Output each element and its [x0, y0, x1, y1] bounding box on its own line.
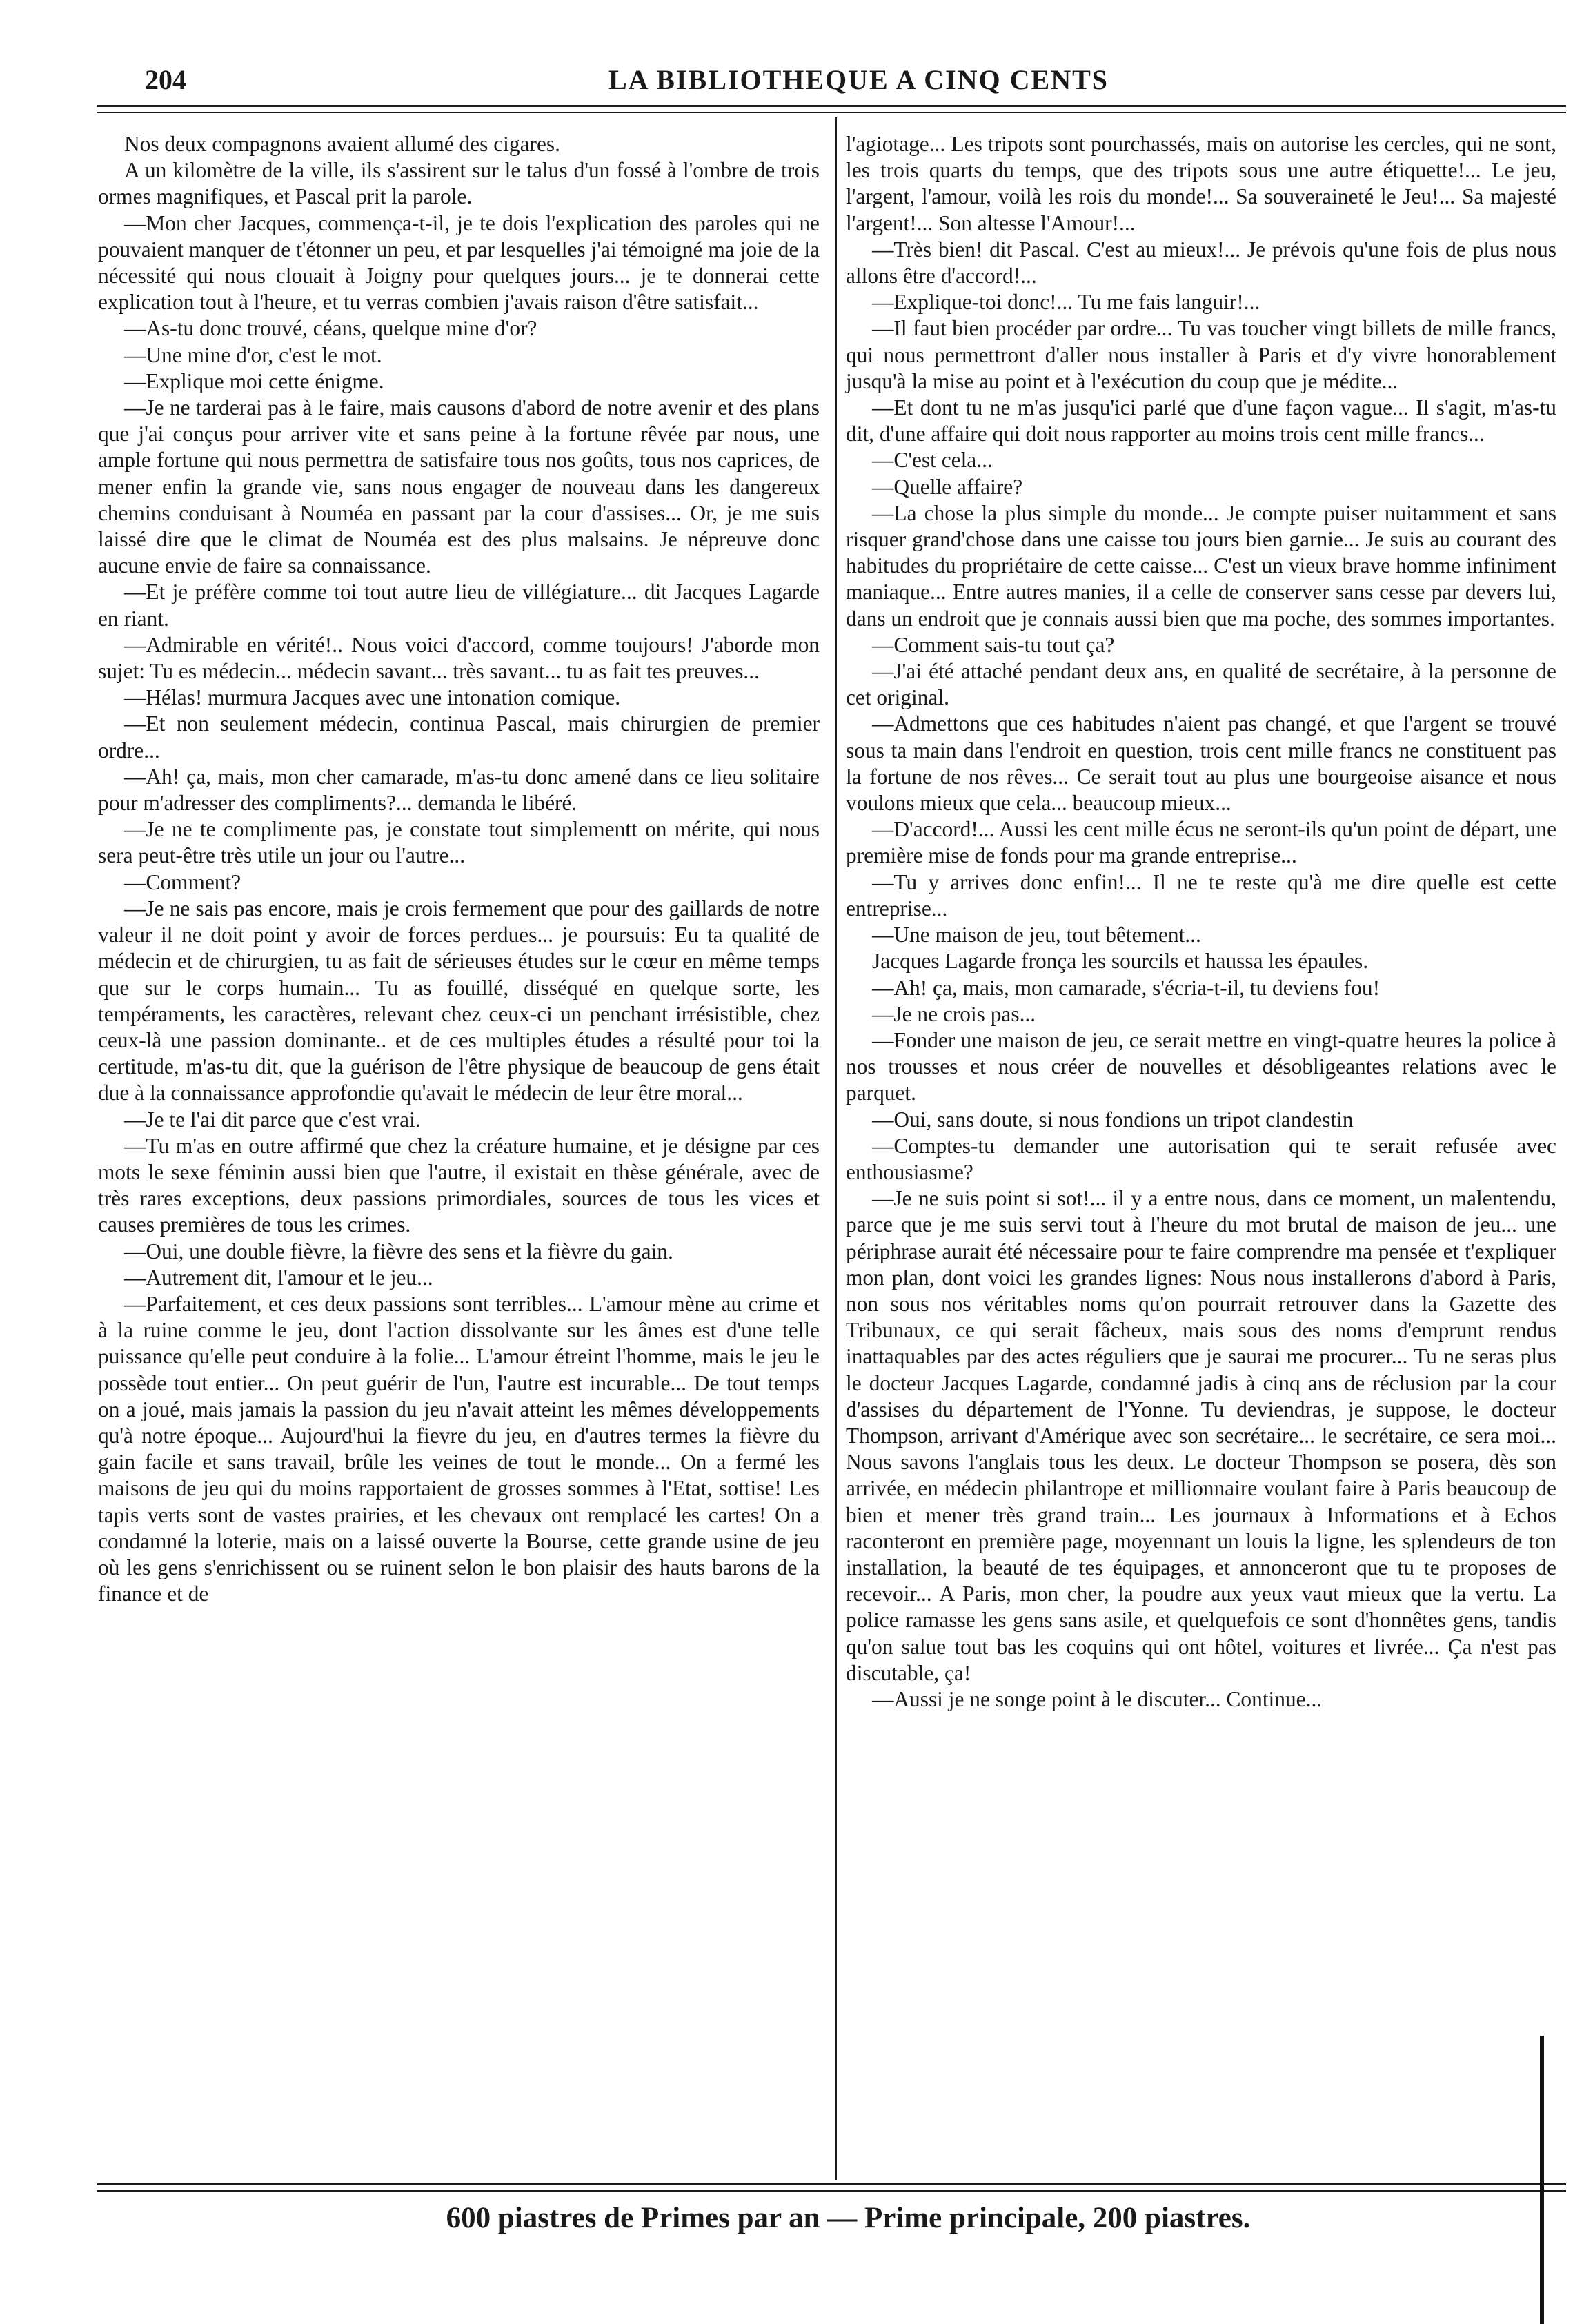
paragraph: —C'est cela... [872, 448, 993, 473]
paragraph: Jacques Lagarde fronça les sourcils et haussa les épaules. [872, 949, 1369, 974]
paragraph: l'agiotage... Les tripots sont pourchassés, mais on autorise les cercles, qui ne sont, les trois quarts du temps, que des tripots sous une autre étiquette!... Le jeu, l'argent, l'amour, voilà les rois du monde!... Sa souveraineté le Jeu!... Sa majesté l'argent!... Son altesse l'Amour!... [846, 132, 1556, 235]
paragraph: —Je te l'ai dit parce que c'est vrai. [124, 1107, 421, 1132]
column-divider [835, 117, 837, 2180]
paragraph: —Admirable en vérité!.. Nous voici d'accord, comme toujours! J'aborde mon sujet: Tu es médecin... médecin savant... très savant... tu as fait tes preuves... [98, 632, 820, 684]
footer-rule-thin [97, 2190, 1566, 2192]
paragraph: —Je ne crois pas... [872, 1001, 1036, 1026]
paragraph: —Comptes-tu demander une autorisation qui te serait refusée avec enthousiasme? [846, 1133, 1556, 1184]
paragraph: —Comment? [124, 869, 241, 894]
running-title: LA BIBLIOTHEQUE A CINQ CENTS [608, 64, 1109, 95]
paragraph: —Explique moi cette énigme. [124, 368, 384, 393]
paragraph: —Je ne suis point si sot!... il y a entre nous, dans ce moment, un malentendu, parce que je me suis servi tout à l'heure du mot brutal de maison de jeu... une périphrase aurait été nécessaire pour te faire comprendre ma pensée et t'expliquer mon plan, dont voici les grandes lignes: Nous nous installerons d'abord à Paris, non sous nos véritables noms qu'on pourrait retrouver dans la Gazette des Tribunaux, ce qui serait fâcheux, mais sous des noms d'emprunt rendus inattaquables par des actes réguliers que je saurai me procurer... Tu ne seras plus le docteur Jacques Lagarde, condamné jadis à cinq ans de réclusion par la cour d'assises du département de l'Yonne. Tu deviendras, je suppose, le docteur Thompson, arrivant d'Amérique avec son secrétaire... le secrétaire, ce sera moi... Nous savons l'anglais tous les deux. Le docteur Thompson se posera, dès son arrivée, en médecin philantrope et millionnaire voulant faire à Paris beaucoup de bien et mener très grand train... Les journaux à Informations et à Echos raconteront en première page, moyennant un louis la ligne, les splendeurs de ton installation, la beauté de tes équipages, et annonceront que tu te proposes de recevoir... A Paris, mon cher, la poudre aux yeux vaut mieux que la vertu. La police ramasse les gens sans asile, et quelquefois ce sont d'honnêtes gens, tandis qu'on salue tout bas les coquins qui ont hôtel, voitures et livrée... Ça n'est pas discutable, ça! [846, 1186, 1556, 1685]
paragraph: —Et dont tu ne m'as jusqu'ici parlé que d'une façon vague... Il s'agit, m'as-tu dit, d'une affaire qui doit nous rapporter au moins trois cent mille francs... [846, 395, 1556, 446]
paragraph: —Une mine d'or, c'est le mot. [124, 342, 382, 367]
paragraph: —J'ai été attaché pendant deux ans, en qualité de secrétaire, à la personne de cet original. [846, 659, 1556, 710]
paragraph: —Une maison de jeu, tout bêtement... [872, 923, 1201, 947]
paragraph: —Et non seulement médecin, continua Pascal, mais chirurgien de premier ordre... [98, 711, 820, 762]
paragraph: —Et je préfère comme toi tout autre lieu de villégiature... dit Jacques Lagarde en riant. [98, 580, 820, 631]
paragraph: —Mon cher Jacques, commença-t-il, je te dois l'explication des paroles qui ne pouvaient manquer de t'étonner un peu, et par lesquelles j'ai témoigné ma joie de la nécessité qui nous clouait à Joigny pour quelques jours... je te donnerai cette explication tout à l'heure, et tu verras combien j'avais raison d'être satisfait... [98, 210, 820, 315]
right-column [846, 131, 1556, 1713]
footer-rule [97, 2183, 1566, 2185]
paragraph: A un kilomètre de la ville, ils s'assirent sur le talus d'un fossé à l'ombre de trois ormes magnifiques, et Pascal prit la parole. [98, 158, 820, 209]
paragraph: —Je ne te complimente pas, je constate tout simplementt on mérite, qui nous sera peut-être très utile un jour ou l'autre... [98, 817, 820, 868]
paragraph: —Autrement dit, l'amour et le jeu... [124, 1265, 433, 1290]
paragraph: —Comment sais-tu tout ça? [872, 632, 1115, 657]
footer-advertisement: 600 piastres de Primes par an — Prime principale, 200 piastres. [446, 2202, 1251, 2234]
paragraph: —As-tu donc trouvé, céans, quelque mine d'or? [124, 316, 537, 341]
paragraph: —Quelle affaire? [872, 474, 1023, 499]
paragraph: —Je ne tarderai pas à le faire, mais causons d'abord de notre avenir et des plans que j'ai conçus pour arriver vite et sans peine à la fortune rêvée par nous, une ample fortune qui nous permettra de satisfaire tous nos goûts, tous nos caprices, de mener enfin la grande vie, sans nous engager de nouveau dans les dangereux chemins conduisant à Nouméa en passant par la cour d'assises... Or, je me suis laissé dire que le climat de Nouméa est des plus malsains. Je népreuve donc aucune envie de faire sa connaissance. [98, 395, 820, 578]
paragraph: —Explique-toi donc!... Tu me fais languir!... [872, 290, 1260, 315]
paragraph: —Aussi je ne songe point à le discuter... Continue... [872, 1686, 1323, 1711]
paragraph: Nos deux compagnons avaient allumé des cigares. [124, 132, 560, 156]
paragraph: —Tu m'as en outre affirmé que chez la créature humaine, et je désigne par ces mots le sexe féminin aussi bien que l'autre, il existait en thèse générale, avec de très rares exceptions, deux passions primordiales, sources de tous les vices et causes premières de tous les crimes. [98, 1133, 820, 1237]
paragraph: —La chose la plus simple du monde... Je compte puiser nuitamment et sans risquer grand'chose dans une caisse tou jours bien garnie... Je suis au courant des habitudes du propriétaire de cette caisse... C'est un vieux brave homme infiniment maniaque... Entre autres manies, il a celle de conserver sans cesse par devers lui, dans un endroit que je connais aussi bien que ma poche, des sommes importantes. [846, 500, 1556, 631]
paragraph: —Il faut bien procéder par ordre... Tu vas toucher vingt billets de mille francs, qui nous permettront d'aller nous installer à Paris et d'y vivre honorablement jusqu'à la mise au point et à l'exécution du coup que je médite... [846, 316, 1556, 393]
paragraph: —D'accord!... Aussi les cent mille écus ne seront-ils qu'un point de départ, une première mise de fonds pour ma grande entreprise... [846, 817, 1556, 868]
paragraph: —Ah! ça, mais, mon cher camarade, m'as-tu donc amené dans ce lieu solitaire pour m'adresser des compliments?... demanda le libéré. [98, 764, 820, 816]
paragraph: —Tu y arrives donc enfin!... Il ne te reste qu'à me dire quelle est cette entreprise... [846, 869, 1556, 920]
paragraph: —Je ne sais pas encore, mais je crois fermement que pour des gaillards de notre valeur il ne doit point y avoir de forces perdues... je poursuis: Eu ta qualité de médecin et de chirurgien, tu as fait de sérieuses études sur le cœur en même temps que sur le corps humain... Tu as fouillé, disséqué en quelque sorte, les tempéraments, les caractères, relevant chez ceux-ci un penchant irrésistible, chez ceux-là une passion dominante.. et de ces multiples études a résulté pour toi la certitude, m'as-tu dit, que la guérison de l'être physique de beaucoup de gens était due à la connaissance approfondie qu'avait le médecin de leur être moral... [98, 896, 820, 1105]
header-rule [97, 105, 1566, 107]
left-column [98, 131, 820, 1607]
paragraph: —Ah! ça, mais, mon camarade, s'écria-t-il, tu deviens fou! [872, 975, 1381, 1000]
paragraph: —Très bien! dit Pascal. C'est au mieux!... Je prévois qu'une fois de plus nous allons être d'accord!... [846, 237, 1556, 288]
paragraph: —Oui, une double fièvre, la fièvre des sens et la fièvre du gain. [124, 1239, 673, 1263]
paragraph: —Oui, sans doute, si nous fondions un tripot clandestin [872, 1107, 1354, 1132]
paragraph: —Admettons que ces habitudes n'aient pas changé, et que l'argent se trouvé sous ta main dans l'endroit en question, trois cent mille francs ne constituent pas la fortune de nos rêves... Ce serait tout au plus une bourgeoise aisance et nous voulons mieux que cela... beaucoup mieux... [846, 711, 1556, 816]
page-number: 204 [145, 64, 186, 95]
paragraph: —Hélas! murmura Jacques avec une intonation comique. [124, 685, 621, 710]
page-edge-shadow [1540, 2036, 1544, 2324]
header-rule-thin [97, 112, 1566, 113]
paragraph: —Fonder une maison de jeu, ce serait mettre en vingt-quatre heures la police à nos trousses et nous créer de nouvelles et désobligeantes relations avec le parquet. [846, 1027, 1556, 1105]
paragraph: —Parfaitement, et ces deux passions sont terribles... L'amour mène au crime et à la ruine comme le jeu, dont l'action dissolvante sur les âmes est d'une telle puissance qu'elle peut conduire à la folie... L'amour étreint l'homme, mais le jeu le possède tout entier... On peut guérir de l'un, l'autre est incurable... De tout temps on a joué, mais jamais la passion du jeu n'avait atteint les mêmes développements qu'à notre époque... Aujourd'hui la fievre du jeu, en d'autres termes la fièvre du gain facile et sans travail, brûle les veines de tout le monde... On a fermé les maisons de jeu qui du moins rapportaient de grosses sommes à l'Etat, sottise! Les tapis verts sont de vastes prairies, et les chevaux ont remplacé les cartes! On a condamné la loterie, mais on a laissé ouverte la Bourse, cette grande usine de jeu où les gens s'enrichissent ou se ruinent selon le bon plaisir des hauts barons de la finance et de [98, 1291, 820, 1606]
